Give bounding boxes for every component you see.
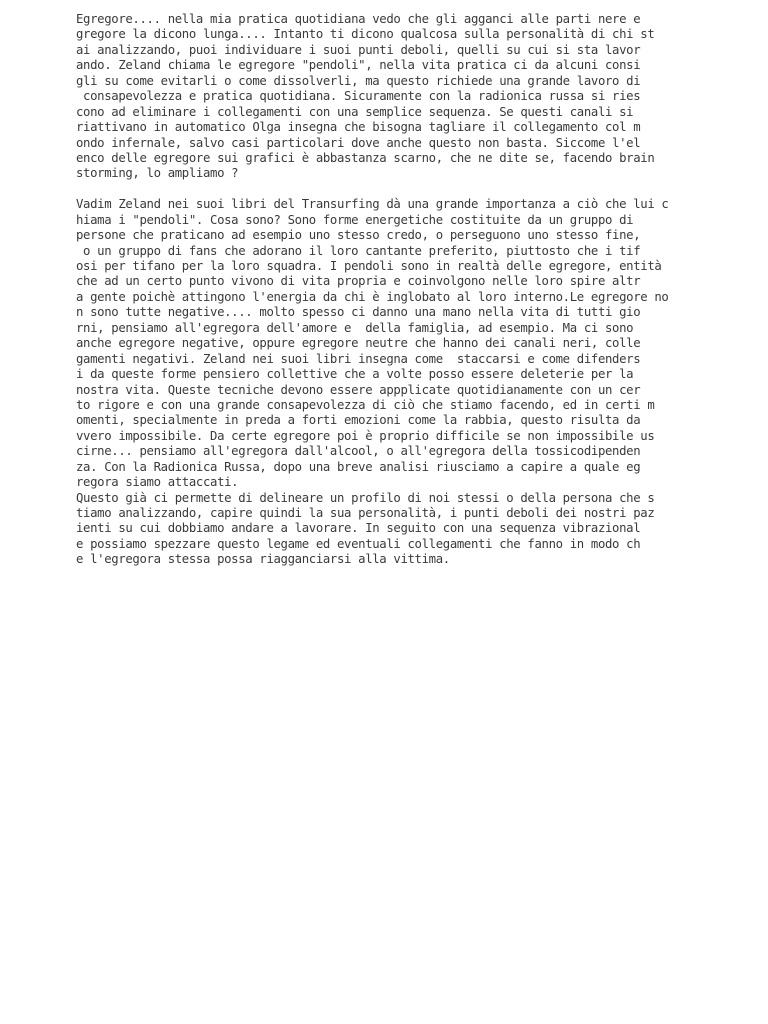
- text-line: i da queste forme pensiero collettive che a volte posso essere deleterie per la: [76, 367, 634, 382]
- text-line: regora siamo attaccati.: [76, 475, 239, 490]
- text-line: e possiamo spezzare questo legame ed eventuali collegamenti che fanno in modo ch: [76, 536, 641, 551]
- text-line: ienti su cui dobbiamo andare a lavorare. In seguito con una sequenza vibrazional: [76, 521, 641, 536]
- text-line: cono ad eliminare i collegamenti con una semplice sequenza. Se questi canali si: [76, 104, 634, 119]
- text-line: ondo infernale, salvo casi particolari dove anche questo non basta. Siccome l'el: [76, 135, 641, 150]
- text-line: ai analizzando, puoi individuare i suoi punti deboli, quelli su cui si sta lavor: [76, 42, 641, 57]
- text-line: nostra vita. Queste tecniche devono essere appplicate quotidianamente con un cer: [76, 382, 641, 397]
- text-line: gamenti negativi. Zeland nei suoi libri insegna come staccarsi e come difenders: [76, 351, 641, 366]
- text-line: ando. Zeland chiama le egregore "pendoli", nella vita pratica ci da alcuni consi: [76, 58, 641, 73]
- text-line: enco delle egregore sui grafici è abbastanza scarno, che ne dite se, facendo brain: [76, 150, 655, 165]
- text-line: Vadim Zeland nei suoi libri del Transurfing dà una grande importanza a ciò che lui c: [76, 197, 669, 212]
- text-line: Questo già ci permette di delineare un profilo di noi stessi o della persona che s: [76, 490, 655, 505]
- text-line: za. Con la Radionica Russa, dopo una breve analisi riusciamo a capire a quale eg: [76, 459, 641, 474]
- blank-line: [76, 182, 756, 197]
- text-line: tiamo analizzando, capire quindi la sua personalità, i punti deboli dei nostri paz: [76, 506, 655, 520]
- text-line: to rigore e con una grande consapevolezza di ciò che stiamo facendo, ed in certi m: [76, 397, 655, 412]
- text-line: anche egregore negative, oppure egregore neutre che hanno dei canali neri, colle: [76, 336, 641, 351]
- text-line: che ad un certo punto vivono di vita propria e coinvolgono nelle loro spire altr: [76, 274, 641, 289]
- text-line: rni, pensiamo all'egregora dell'amore e della famiglia, ad esempio. Ma ci sono: [76, 320, 634, 335]
- text-line: gregore la dicono lunga.... Intanto ti dicono qualcosa sulla personalità di chi st: [76, 27, 655, 42]
- text-line: e l'egregora stessa possa riagganciarsi alla vittima.: [76, 552, 450, 567]
- document-text: [76, 12, 756, 568]
- text-line: gli su come evitarli o come dissolverli, ma questo richiede una grande lavoro di: [76, 73, 641, 88]
- text-line: a gente poichè attingono l'energia da chi è inglobato al loro interno.Le egregore no: [76, 289, 669, 304]
- text-line: riattivano in automatico Olga insegna che bisogna tagliare il collegamento col m: [76, 120, 641, 135]
- text-line: cirne... pensiamo all'egregora dall'alcool, o all'egregora della tossicodipenden: [76, 444, 641, 459]
- text-line: persone che praticano ad esempio uno stesso credo, o perseguono uno stesso fine,: [76, 228, 641, 243]
- text-line: omenti, specialmente in preda a forti emozioni come la rabbia, questo risulta da: [76, 413, 641, 428]
- text-line: storming, lo ampliamo ?: [76, 166, 239, 181]
- text-line: Egregore.... nella mia pratica quotidiana vedo che gli agganci alle parti nere e: [76, 12, 641, 26]
- text-line: n sono tutte negative.... molto spesso ci danno una mano nella vita di tutti gio: [76, 305, 641, 320]
- text-line: consapevolezza e pratica quotidiana. Sicuramente con la radionica russa si ries: [76, 89, 641, 104]
- text-line: hiama i "pendoli". Cosa sono? Sono forme energetiche costituite da un gruppo di: [76, 212, 634, 227]
- text-line: osi per tifano per la loro squadra. I pendoli sono in realtà delle egregore, entità: [76, 259, 662, 273]
- text-line: o un gruppo di fans che adorano il loro cantante preferito, piuttosto che i tif: [76, 243, 641, 258]
- text-line: vvero impossibile. Da certe egregore poi è proprio difficile se non impossibile us: [76, 428, 655, 443]
